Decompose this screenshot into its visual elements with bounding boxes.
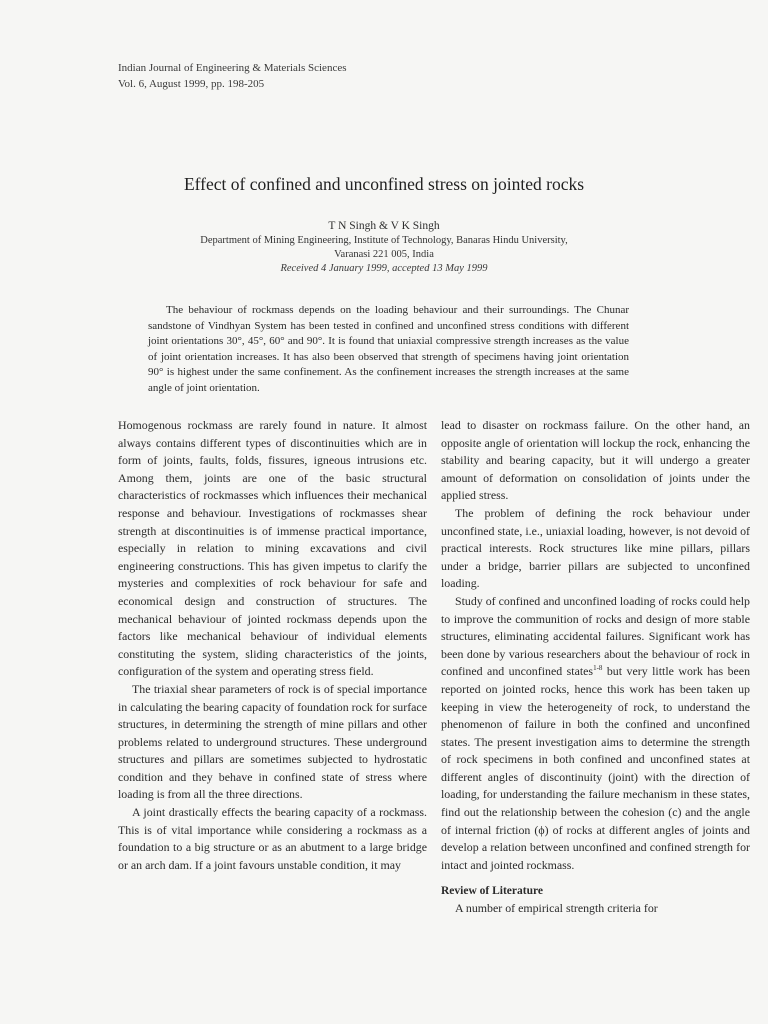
paragraph: Homogenous rockmass are rarely found in nature. It almost always contains different types of discontinuities which are in form of joints, faults, folds, fissures, igneous intrusions etc. Among them, joints are one of the basic structural characteristics of rockmasses which influences their mechanical response and behaviour. Investigations of rockmasses shear strength at discontinuities is of immense practical importance, especially in relation to mining excavations and civil engineering constructions. This has given impetus to clarify the mysteries and complexities of rock behaviour for safe and economical design and construction of structures. The mechanical behaviour of jointed rockmass depends upon the factors like mechanical behaviour of individual elements constituting the system, sliding characteristics of the joints, configuration of the system and operating stress field. bbox=[118, 418, 427, 679]
journal-volume: Vol. 6, August 1999, pp. 198-205 bbox=[118, 78, 265, 90]
section-heading: Review of Literature bbox=[441, 885, 543, 898]
received-dates: Received 4 January 1999, accepted 13 May 1999 bbox=[280, 263, 488, 274]
paragraph: A joint drastically effects the bearing capacity of a rockmass. This is of vital importance while considering a rockmass as a foundation to a big structure or as an abutment to a large bridge or an arch dam. If a joint favours unstable condition, it may bbox=[118, 805, 427, 872]
paragraph: The problem of defining the rock behaviour under unconfined state, i.e., uniaxial loading, however, is not devoid of practical interests. Rock structures like mine pillars, pillars under a bridge, barrier pillars are subjected to unconfined loading. bbox=[441, 505, 750, 591]
paragraph-text: Study of confined and unconfined loading of rocks could help to improve the communition of rocks and design of more stable structures, eliminating accidental failures. Significant work has been done by various researchers about the behaviour of rock in confined and unconfined states bbox=[441, 593, 750, 679]
paragraph: The triaxial shear parameters of rock is of special importance in calculating the bearing capacity of foundation rock for surface structures, in determining the strength of mine pillars and other problems related to underground structures. These underground structures and pillars are sometimes subjected to hydrostatic condition and they behave in confined state of stress where loading is from all the three directions. bbox=[118, 681, 427, 802]
journal-header bbox=[118, 60, 347, 92]
body-column-right bbox=[441, 417, 750, 918]
paragraph-text: but very little work has been reported on jointed rocks, hence this work has been taken up keeping in view the heterogeneity of rock, to understand the phenomenon of failure in both the confined and unconfined states. The present investigation aims to determine the strength of rock specimens in both confined and unconfined states at different angles of discontinuity (joint) with the direction of loading, for understanding the failure mechanism in these states, find out the relationship between the cohesion (c) and the angle of internal friction (ϕ) of rocks at different angles of joints and develop a relation between unconfined and confined strength for intact and jointed rockmass. bbox=[441, 664, 751, 872]
paragraph: A number of empirical strength criteria for bbox=[455, 901, 658, 916]
paragraph: lead to disaster on rockmass failure. On the other hand, an opposite angle of orientation will lockup the rock, enhancing the stability and bearing capacity, but it will undergo a greater amount of deformation on consolidation of joints under the applied stress. bbox=[441, 418, 750, 503]
paper-authors: T N Singh & V K Singh bbox=[328, 220, 440, 232]
paragraph bbox=[441, 593, 750, 875]
abstract: The behaviour of rockmass depends on the loading behaviour and their surroundings. The Chunar sandstone of Vindhyan System has been tested in confined and unconfined stress conditions with different joint orientations 30°, 45°, 60° and 90°. It is found that uniaxial compressive strength increases as the value of joint orientation increases. It has also been observed that strength of specimens having joint orientation 90° is highest under the same confinement. As the confinement increases the strength increases at the same angle of joint orientation. bbox=[148, 304, 629, 394]
paper-affiliation bbox=[100, 234, 668, 261]
paper-title: Effect of confined and unconfined stress on jointed rocks bbox=[183, 174, 585, 194]
affiliation-line-2: Varanasi 221 005, India bbox=[334, 248, 434, 260]
citation-superscript: 1-8 bbox=[593, 664, 603, 673]
affiliation-line-1: Department of Mining Engineering, Institute of Technology, Banaras Hindu University, bbox=[200, 235, 568, 246]
journal-name: Indian Journal of Engineering & Materials Sciences bbox=[118, 62, 347, 74]
body-column-left bbox=[118, 417, 427, 874]
